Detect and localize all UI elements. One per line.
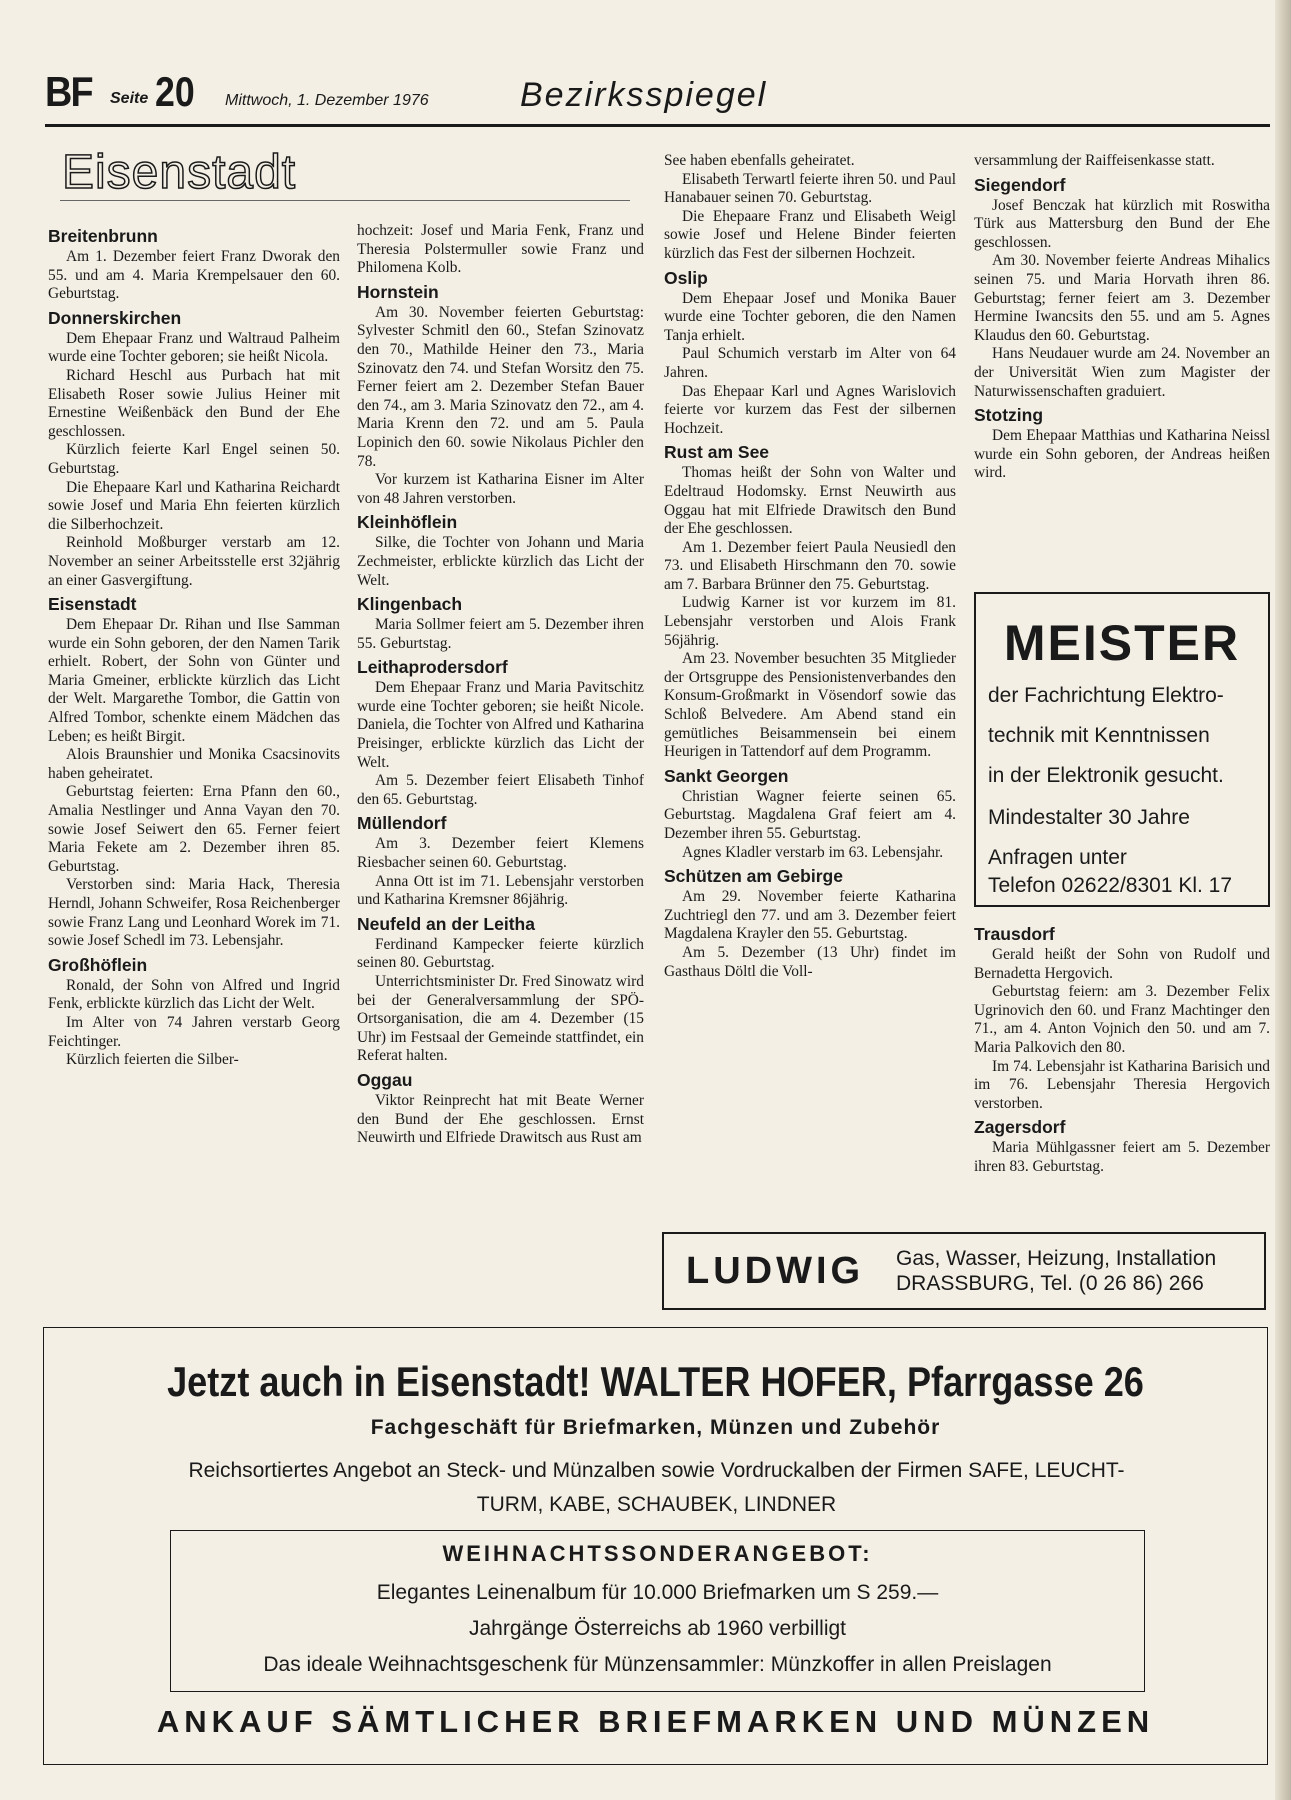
district-logo: Eisenstadt bbox=[62, 146, 297, 199]
article-paragraph: Ronald, der Sohn von Alfred und Ingrid Fenk, erblickte kürzlich das Licht der Welt. bbox=[48, 976, 340, 1013]
article-paragraph: Dem Ehepaar Josef und Monika Bauer wurde eine Tochter geboren, die den Namen Tanja erhielt. bbox=[664, 289, 956, 344]
offer-line: Elegantes Leinenalbum für 10.000 Briefmarken um S 259.— bbox=[376, 1581, 939, 1604]
offer-title: WEIHNACHTSSONDERANGEBOT: bbox=[442, 1541, 873, 1566]
article-paragraph: Dem Ehepaar Franz und Maria Pavitschitz wurde eine Tochter geboren; sie heißt Nicole. Daniela, die Tochter von Alfred und Katharina Preisinger, erblickte kürzlich das Licht der Welt. bbox=[357, 679, 644, 771]
district-rule bbox=[60, 200, 630, 201]
article-heading: Oggau bbox=[357, 1069, 413, 1090]
ad-line: Mindestalter 30 Jahre bbox=[988, 806, 1190, 829]
article-paragraph: Am 1. Dezember feiert Paula Neusiedl den 73. und Elisabeth Hirschmann den 70. sowie am 7. Barbara Brünner den 75. Geburtstag. bbox=[664, 538, 956, 593]
article-heading: Klingenbach bbox=[357, 594, 463, 615]
ad-title: MEISTER bbox=[1003, 615, 1241, 671]
article-heading: Oslip bbox=[664, 267, 708, 288]
article-paragraph: Hans Neudauer wurde am 24. November an der Universität Wien zum Magister der Naturwissenschaften graduiert. bbox=[974, 345, 1270, 400]
offer-line: Das ideale Weihnachtsgeschenk für Münzensammler: Münzkoffer in allen Preislagen bbox=[263, 1653, 1052, 1676]
article-paragraph: Anna Ott ist im 71. Lebensjahr verstorben und Katharina Kremsner 86jährig. bbox=[357, 872, 644, 909]
article-heading: Schützen am Gebirge bbox=[664, 866, 843, 887]
article-paragraph: Am 1. Dezember feiert Franz Dworak den 55. und am 4. Maria Krempelsauer den 60. Geburtstag. bbox=[48, 248, 340, 303]
ad-offer-box bbox=[170, 1530, 1145, 1692]
article-paragraph: Christian Wagner feierte seinen 65. Geburtstag. Magdalena Graf feiert am 4. Dezember ihren 55. Geburtstag. bbox=[664, 787, 956, 842]
article-paragraph: Dem Ehepaar Matthias und Katharina Neissl wurde ein Sohn geboren, der Andreas heißen wird. bbox=[974, 427, 1270, 482]
business-ad-hofer bbox=[43, 1327, 1268, 1765]
page-number: 20 bbox=[155, 68, 195, 115]
article-heading: Großhöflein bbox=[48, 954, 148, 975]
ad-line: TURM, KABE, SCHAUBEK, LINDNER bbox=[476, 1493, 837, 1516]
article-paragraph: Am 5. Dezember (13 Uhr) findet im Gasthaus Döltl die Voll- bbox=[664, 943, 956, 980]
article-paragraph: Elisabeth Terwartl feierte ihren 50. und Paul Hanabauer seinen 70. Geburtstag. bbox=[664, 170, 956, 207]
column-4 bbox=[974, 152, 1270, 483]
article-paragraph: See haben ebenfalls geheiratet. bbox=[664, 152, 855, 169]
article-paragraph: Geburtstag feiern: am 3. Dezember Felix Ugrinovich den 60. und Franz Machtinger den 71., am 4. Anton Vojnich den 50. und am 7. Maria Palkovich den 80. bbox=[974, 983, 1270, 1056]
article-heading: Breitenbrunn bbox=[48, 226, 158, 246]
article-paragraph: Dem Ehepaar Dr. Rihan und Ilse Samman wurde ein Sohn geboren, der den Namen Tarik erhielt. Robert, der Sohn von Günter und Maria Gmeiner, erblickte kürzlich das Licht der Welt. Margarethe Tombor, die Gattin von Alfred Tombor, schenkte einem Mädchen das Leben; es heißt Birgit. bbox=[48, 616, 340, 745]
article-paragraph: Am 30. November feierte Andreas Mihalics seinen 75. und Maria Horvath ihren 86. Geburtstag; ferner feiert am 3. Dezember Hermine Iwancsits den 55. und am 5. Agnes Klaudus den 60. Geburtstag. bbox=[974, 252, 1270, 344]
article-paragraph: Dem Ehepaar Franz und Waltraud Palheim wurde eine Tochter geboren; sie heißt Nicola. bbox=[48, 329, 340, 366]
article-paragraph: Kürzlich feierten die Silber- bbox=[66, 1051, 239, 1069]
article-heading: Trausdorf bbox=[974, 924, 1055, 944]
page-header bbox=[45, 68, 1270, 124]
job-ad-meister bbox=[974, 592, 1270, 907]
article-paragraph: Thomas heißt der Sohn von Walter und Edeltraud Hodomsky. Ernst Neuwirth aus Oggau hat mit Elfriede Drawitsch den Bund der Ehe geschlossen. bbox=[664, 464, 956, 538]
column-3 bbox=[664, 152, 956, 981]
offer-line: Jahrgänge Österreichs ab 1960 verbilligt bbox=[468, 1617, 847, 1640]
issue-date: Mittwoch, 1. Dezember 1976 bbox=[225, 92, 429, 109]
ad-company-name: LUDWIG bbox=[686, 1250, 865, 1292]
article-paragraph: Im 74. Lebensjahr ist Katharina Barisich und im 76. Lebensjahr Theresia Hergovich verstorben. bbox=[974, 1057, 1270, 1112]
article-paragraph: Richard Heschl aus Purbach hat mit Elisabeth Roser sowie Julius Heiner mit Ernestine Weißenbäck den Bund der Ehe geschlossen. bbox=[48, 366, 340, 440]
page-label: Seite bbox=[110, 90, 149, 107]
article-heading: Zagersdorf bbox=[974, 1117, 1066, 1138]
article-paragraph: Ludwig Karner ist vor kurzem im 81. Lebensjahr verstorben und Alois Frank 56jährig. bbox=[664, 594, 956, 649]
article-heading: Rust am See bbox=[664, 442, 770, 463]
ad-headline: Jetzt auch in Eisenstadt! WALTER HOFER, Pfarrgasse 26 bbox=[167, 1358, 1144, 1405]
ad-line: in der Elektronik gesucht. bbox=[988, 764, 1224, 787]
article-paragraph: Kürzlich feierte Karl Engel seinen 50. Geburtstag. bbox=[48, 441, 340, 477]
article-paragraph: Maria Mühlgassner feiert am 5. Dezember ihren 83. Geburtstag. bbox=[974, 1139, 1270, 1175]
page-binding-edge bbox=[1275, 0, 1291, 1800]
article-heading: Kleinhöflein bbox=[357, 512, 458, 533]
article-paragraph: Paul Schumich verstarb im Alter von 64 Jahren. bbox=[664, 345, 956, 381]
column-4-lower bbox=[974, 920, 1270, 1177]
business-ad-ludwig bbox=[662, 1232, 1266, 1310]
ad-line: Gas, Wasser, Heizung, Installation bbox=[896, 1247, 1217, 1270]
article-paragraph: Am 30. November feierten Geburtstag: Sylvester Schmitl den 60., Stefan Szinovatz den 70., Mathilde Heiner den 73., Maria Szinovatz den 74. und Stefan Worsitz den 75. Ferner feiert am 2. Dezember Stefan Bauer den 74., am 3. Maria Szinovatz den 72., am 4. Maria Krenn den 72. und am 5. Paula Lopinich den 60. sowie Nikolaus Pichler den 78. bbox=[357, 303, 644, 470]
ad-footer: ANKAUF SÄMTLICHER BRIEFMARKEN UND MÜNZEN bbox=[156, 1704, 1155, 1739]
article-heading: Eisenstadt bbox=[48, 594, 137, 615]
ad-phone: Telefon 02622/8301 Kl. 17 bbox=[988, 874, 1233, 897]
column-1 bbox=[48, 222, 340, 1070]
header-rule bbox=[45, 124, 1270, 127]
article-paragraph: Geburtstag feierten: Erna Pfann den 60., Amalia Nestlinger und Anna Vayan den 70. sowie Josef Seiwert den 65. Ferner feiert Maria Fekete am 2. Dezember ihren 85. Geburtstag. bbox=[48, 783, 340, 875]
article-paragraph: Am 5. Dezember feiert Elisabeth Tinhof den 65. Geburtstag. bbox=[357, 772, 644, 808]
article-paragraph: Am 23. November besuchten 35 Mitglieder der Ortsgruppe des Pensionistenverbandes den Konsum-Großmarkt in Vösendorf sowie das Schloß Belvedere. Am Abend stand ein gemütliches Beisammensein bei einem Heurigen in Tattendorf auf dem Programm. bbox=[664, 650, 956, 761]
article-paragraph: Am 29. November feierte Katharina Zuchtriegl den 77. und am 3. Dezember feiert Magdalena Krayler den 55. Geburtstag. bbox=[664, 888, 956, 943]
article-paragraph: Die Ehepaare Karl und Katharina Reichardt sowie Josef und Maria Ehn feierten kürzlich die Silberhochzeit. bbox=[48, 478, 340, 533]
article-paragraph: Vor kurzem ist Katharina Eisner im Alter von 48 Jahren verstorben. bbox=[357, 471, 644, 507]
article-paragraph: Alois Braunshier und Monika Csacsinovits haben geheiratet. bbox=[48, 746, 340, 782]
article-heading: Stotzing bbox=[974, 405, 1044, 426]
article-paragraph: versammlung der Raiffeisenkasse statt. bbox=[974, 152, 1215, 169]
section-title: Bezirksspiegel bbox=[520, 76, 768, 114]
ad-line: DRASSBURG, Tel. (0 26 86) 266 bbox=[896, 1272, 1204, 1295]
ad-subtitle: Fachgeschäft für Briefmarken, Münzen und Zubehör bbox=[370, 1416, 941, 1439]
article-heading: Hornstein bbox=[357, 281, 439, 302]
article-heading: Leithaprodersdorf bbox=[357, 657, 508, 678]
ad-line: technik mit Kenntnissen bbox=[988, 724, 1210, 747]
article-paragraph: Die Ehepaare Franz und Elisabeth Weigl sowie Josef und Helene Binder feierten kürzlich das Fest der silbernen Hochzeit. bbox=[664, 207, 956, 262]
ad-line: Anfragen unter bbox=[988, 846, 1127, 869]
masthead-logo: BF bbox=[45, 68, 92, 115]
ad-line: Reichsortiertes Angebot an Steck- und Münzalben sowie Vordruckalben der Firmen SAFE, LEUCHT- bbox=[188, 1459, 1125, 1482]
article-heading: Sankt Georgen bbox=[664, 765, 789, 786]
article-paragraph: Reinhold Moßburger verstarb am 12. November an seiner Arbeitsstelle erst 32jährig an einer Gasvergiftung. bbox=[48, 534, 340, 589]
article-paragraph: Am 3. Dezember feiert Klemens Riesbacher seinen 60. Geburtstag. bbox=[357, 835, 644, 872]
article-paragraph: hochzeit: Josef und Maria Fenk, Franz und Theresia Polstermuller sowie Franz und Philomena Kolb. bbox=[357, 222, 644, 277]
article-heading: Müllendorf bbox=[357, 813, 447, 834]
article-paragraph: Verstorben sind: Maria Hack, Theresia Herndl, Johann Schweifer, Rosa Reichenberger sowie Franz Lang und Leonhard Worek im 71. sowie Josef Schedl im 73. Lebensjahr. bbox=[48, 876, 340, 950]
column-2 bbox=[357, 222, 644, 1148]
article-paragraph: Maria Sollmer feiert am 5. Dezember ihren 55. Geburtstag. bbox=[357, 616, 644, 652]
article-paragraph: Unterrichtsminister Dr. Fred Sinowatz wird bei der Generalversammlung der SPÖ-Ortsorganisation, die am 4. Dezember (15 Uhr) im Festsaal der Gemeinde stattfindet, ein Referat halten. bbox=[357, 973, 644, 1065]
article-heading: Siegendorf bbox=[974, 174, 1066, 195]
ad-line: der Fachrichtung Elektro- bbox=[988, 684, 1224, 707]
article-heading: Donnerskirchen bbox=[48, 307, 182, 328]
article-paragraph: Viktor Reinprecht hat mit Beate Werner den Bund der Ehe geschlossen. Ernst Neuwirth und Elfriede Drawitsch aus Rust am bbox=[357, 1091, 644, 1147]
article-paragraph: Ferdinand Kampecker feierte kürzlich seinen 80. Geburtstag. bbox=[357, 935, 644, 972]
article-paragraph: Im Alter von 74 Jahren verstarb Georg Feichtinger. bbox=[48, 1013, 340, 1050]
article-paragraph: Josef Benczak hat kürzlich mit Roswitha Türk aus Mattersburg den Bund der Ehe geschlossen. bbox=[974, 196, 1270, 251]
article-paragraph: Gerald heißt der Sohn von Rudolf und Bernadetta Hergovich. bbox=[974, 946, 1270, 982]
article-paragraph: Das Ehepaar Karl und Agnes Warislovich feierte vor kurzem das Fest der silbernen Hochzeit. bbox=[664, 382, 956, 437]
article-paragraph: Silke, die Tochter von Johann und Maria Zechmeister, erblickte kürzlich das Licht der Welt. bbox=[357, 534, 644, 589]
article-heading: Neufeld an der Leitha bbox=[357, 913, 535, 934]
article-paragraph: Agnes Kladler verstarb im 63. Lebensjahr. bbox=[682, 843, 944, 861]
